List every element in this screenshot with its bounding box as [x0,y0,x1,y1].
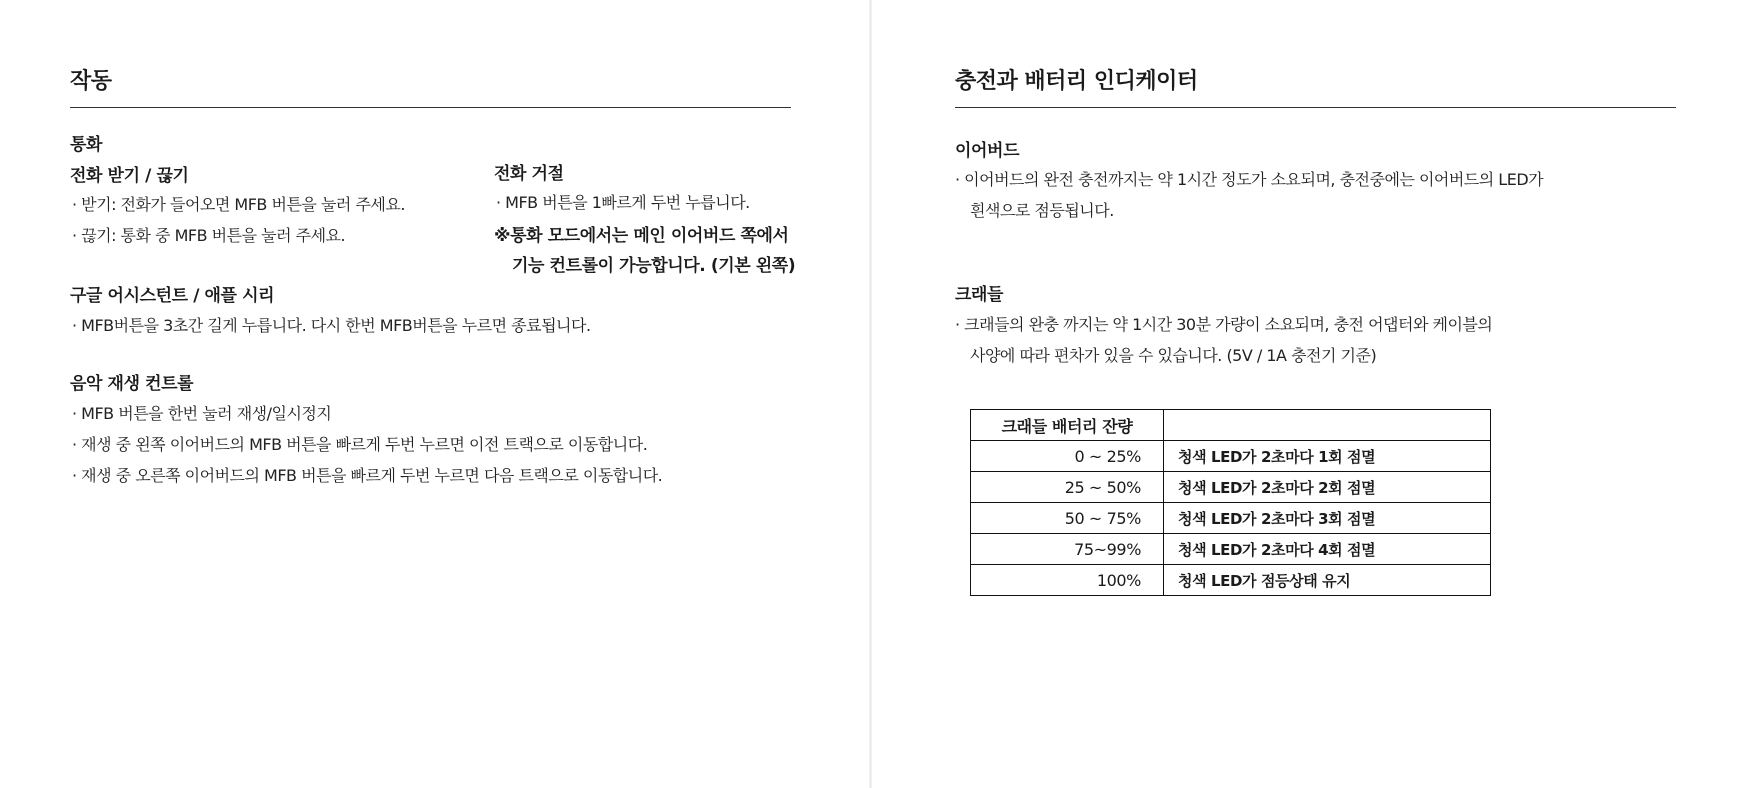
call-heading: 통화 [70,135,103,155]
led-status-cell: 청색 LED가 점등상태 유지 [1164,565,1491,596]
table-header-level: 크래들 배터리 잔량 [971,410,1164,441]
battery-level-cell: 25 ~ 50% [971,472,1164,503]
table-row [971,503,1491,534]
led-status-cell: 청색 LED가 2초마다 2회 점멸 [1164,472,1491,503]
end-call-item: · 끊기: 통화 중 MFB 버튼을 눌러 주세요. [72,226,346,245]
earbuds-heading: 이어버드 [955,141,1020,161]
table-row [971,534,1491,565]
reject-item: · MFB 버튼을 1빠르게 두번 누릅니다. [496,193,750,212]
music-item-previous: · 재생 중 왼쪽 이어버드의 MFB 버튼을 빠르게 두번 누르면 이전 트랙으로 이동합니다. [72,435,648,454]
led-status-cell: 청색 LED가 2초마다 3회 점멸 [1164,503,1491,534]
cradle-battery-table [970,409,1491,596]
table-header-row [971,410,1491,441]
right-title-rule [955,107,1676,108]
table-row [971,441,1491,472]
reject-heading: 전화 거절 [494,164,564,184]
left-page-title: 작동 [70,69,112,94]
earbuds-line1: · 이어버드의 완전 충전까지는 약 1시간 정도가 소요되며, 충전중에는 이어버드의 LED가 [955,170,1544,189]
music-heading: 음악 재생 컨트롤 [70,374,194,394]
earbuds-line2: 흰색으로 점등됩니다. [970,201,1114,220]
led-status-cell: 청색 LED가 2초마다 4회 점멸 [1164,534,1491,565]
right-page-title: 충전과 배터리 인디케이터 [955,69,1198,94]
cradle-line2: 사양에 따라 편차가 있을 수 있습니다. (5V / 1A 충전기 기준) [970,346,1377,365]
table-header-desc [1164,410,1491,441]
table-row [971,565,1491,596]
music-item-play-pause: · MFB 버튼을 한번 눌러 재생/일시정지 [72,404,332,423]
cradle-heading: 크래들 [955,285,1004,305]
cradle-line1: · 크래들의 완충 까지는 약 1시간 30분 가량이 소요되며, 충전 어댑터와 케이블의 [955,315,1493,334]
led-status-cell: 청색 LED가 2초마다 1회 점멸 [1164,441,1491,472]
call-mode-note-line1: ※통화 모드에서는 메인 이어버드 쪽에서 [494,226,789,246]
left-title-rule [70,107,791,108]
battery-level-cell: 0 ~ 25% [971,441,1164,472]
battery-level-cell: 100% [971,565,1164,596]
assistant-item: · MFB버튼을 3초간 길게 누릅니다. 다시 한번 MFB버튼을 누르면 종료됩니다. [72,316,591,335]
music-item-next: · 재생 중 오른쪽 이어버드의 MFB 버튼을 빠르게 두번 누르면 다음 트랙으로 이동합니다. [72,466,663,485]
table-row [971,472,1491,503]
assistant-heading: 구글 어시스턴트 / 애플 시리 [70,286,275,306]
answer-item: · 받기: 전화가 들어오면 MFB 버튼을 눌러 주세요. [72,195,405,214]
call-mode-note-line2: 기능 컨트롤이 가능합니다. (기본 왼쪽) [512,256,796,276]
battery-level-cell: 50 ~ 75% [971,503,1164,534]
page-fold [869,0,872,788]
answer-end-heading: 전화 받기 / 끊기 [70,166,189,186]
battery-level-cell: 75~99% [971,534,1164,565]
